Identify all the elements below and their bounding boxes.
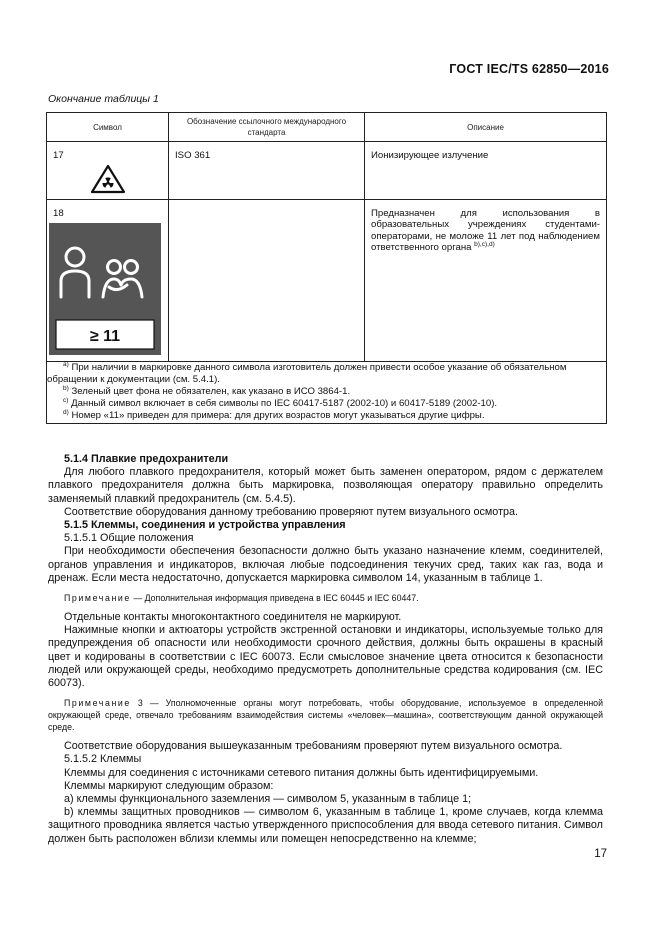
list-item: a) клеммы функционального заземления — символом 5, указанным в таблице 1; (64, 793, 472, 806)
col-header-symbol: Символ (47, 113, 169, 142)
paragraph: Клеммы для соединения с источниками сетевого питания должны быть идентифицируемыми. (64, 766, 539, 779)
table-caption: Окончание таблицы 1 (48, 93, 159, 105)
table-header-row (47, 113, 607, 142)
paragraph: Для любого плавкого предохранителя, который может быть заменен оператором, рядом с держателем плавкого предохранителя должна быть маркировка, позволяющая оператору правильно определить заменяемый плавкий предохранитель (см. 5.4.5). (48, 466, 603, 505)
row-description: Ионизирующее излучение (371, 150, 489, 161)
col-header-description: Описание (365, 113, 607, 142)
section-heading: 5.1.5 Клеммы, соединения и устройства управления (64, 519, 346, 532)
symbols-table (46, 112, 607, 424)
paragraph: Соответствие оборудования вышеуказанным требованиям проверяют путем визуального осмотра. (64, 740, 563, 753)
paragraph: При необходимости обеспечения безопасности должно быть указано назначение клемм, соединителей, органов управления и индикаторов, включая любые подсоединения текучих сред, таких как газ, вода и дренаж. Если места недостаточно, допускается маркировка символом 14, указанным в таблице 1. (48, 545, 603, 584)
page-number: 17 (594, 848, 607, 860)
paragraph: Клеммы маркируют следующим образом: (64, 779, 274, 792)
row-standard: ISO 361 (175, 150, 211, 161)
subsection-heading: 5.1.5.2 Клеммы (64, 753, 142, 766)
note: Примечание 3 — Уполномоченные органы могут потребовать, чтобы оборудование, используемое в определенной окружающей среде, отвечало требованиям взаимодействия системы «человек—машина», соответствующим данной окружающей среде. (48, 698, 603, 733)
row-standard (169, 200, 364, 216)
paragraph: Отдельные контакты многоконтактного соединителя не маркируют. (64, 611, 402, 624)
list-item: b) клеммы защитных проводников — символом 6, указанным в таблице 1, кроме случаев, когда клемма защитного проводника является частью утвержденного приспособления для ввода сетевого питания. Символ должен быть расположен вблизи клеммы или помещен непосредственно на клемме; (48, 806, 603, 845)
note: Примечание — Дополнительная информация приведена в IEC 60445 и IEC 60447. (64, 593, 419, 604)
row-number: 18 (53, 207, 64, 219)
footnote: $^{c)}$ Данный символ включает в себя символы по IEC 60417-5187 (2002-10) и 60417-5189 (2002-10). (63, 397, 498, 410)
body-text (48, 453, 603, 846)
paragraph: Соответствие оборудования данному требованию проверяют путем визуального осмотра. (64, 505, 519, 518)
subsection-heading: 5.1.5.1 Общие положения (64, 532, 194, 545)
footnote: $^{a)}$ При наличии в маркировке данного символа изготовитель должен привести особое указание об обязательном обращении к документации (см. 5.4.1). (47, 360, 567, 385)
col-header-standard: Обозначение ссылочного международного стандарта (169, 113, 365, 142)
footnote: $^{d)}$ Номер «11» приведен для примера: для других возрастов могут указываться другие цифры. (63, 409, 485, 422)
section-heading: 5.1.4 Плавкие предохранители (64, 453, 229, 465)
footnote: $^{b)}$ Зеленый цвет фона не обязателен, как указано в ИСО 3864-1. (63, 385, 351, 397)
students-age-icon (49, 223, 161, 355)
standard-designation: ГОСТ IEC/TS 62850—2016 (449, 62, 609, 76)
table-footnotes-row (47, 361, 607, 423)
radiation-warning-icon (90, 164, 126, 194)
table-row (47, 199, 607, 361)
row-number: 17 (53, 150, 64, 161)
footnote-refs: b),c),d) (474, 241, 495, 249)
age-label: ≥ 11 (89, 328, 121, 346)
row-description: Предназначен для использования в образовательных учреждениях студентами-операторами, не моложе 11 лет под наблюдением ответственного органа (371, 207, 600, 254)
table-row (47, 142, 607, 200)
paragraph: Нажимные кнопки и актюаторы устройств экстренной остановки и индикаторы, используемые только для предупреждения об опасности или необходимости срочного действия, должны быть окрашены в красный цвет и кодированы в соответствии с IEC 60073. Если смысловое значение цвета относится к безопасности людей или окружающей среды, необходимо предусмотреть дополнительные средства кодирования (см. IEC 60073). (48, 624, 603, 690)
